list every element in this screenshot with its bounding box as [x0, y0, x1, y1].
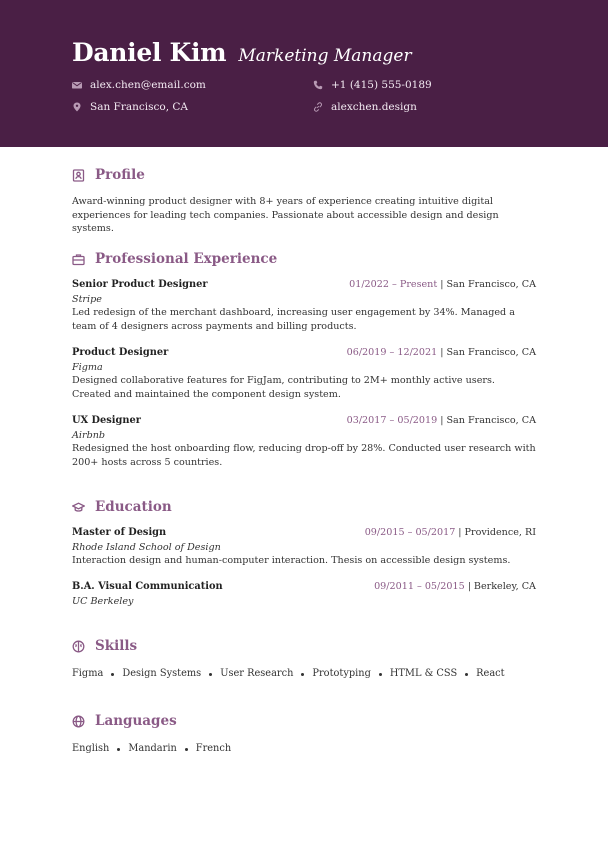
brain-icon [72, 640, 85, 653]
location-text: San Francisco, CA [90, 101, 189, 113]
resume-header [0, 0, 608, 147]
languages-section [72, 711, 536, 754]
contact-email[interactable] [72, 79, 206, 91]
education-section [72, 497, 536, 617]
link-icon [313, 102, 323, 112]
globe-icon [72, 715, 85, 728]
education-heading: Education [95, 499, 172, 515]
education-dates: 09/2015 – 05/2017 [364, 527, 456, 538]
name-row [72, 38, 536, 67]
job-role: Senior Product Designer [72, 279, 208, 290]
candidate-name: Daniel Kim [72, 38, 227, 67]
profile-heading-row [72, 165, 536, 185]
phone-text: +1 (415) 555-0189 [331, 79, 432, 91]
candidate-title: Marketing Manager [238, 46, 412, 66]
skills-section [72, 636, 536, 679]
job-location: San Francisco, CA [446, 415, 536, 426]
separator-dot [111, 673, 114, 676]
education-description: Interaction design and human-computer interaction. Thesis on accessible design systems. [72, 555, 511, 566]
language-item: English [72, 743, 110, 754]
skills-list [72, 668, 536, 679]
education-location: Providence, RI [464, 527, 536, 538]
skill-item: HTML & CSS [389, 668, 458, 679]
separator-dot [185, 748, 188, 751]
briefcase-icon [72, 253, 85, 266]
profile-summary: Award-winning product designer with 8+ years of experience creating intuitive digital experiences for leading tech companies. Passionate about accessible design and design systems. [72, 196, 499, 234]
education-location: Berkeley, CA [473, 581, 536, 592]
skill-item: React [476, 668, 505, 679]
education-entry: Master of Design 09/2015 – 05/2017 | Providence, RI Rhode Island School of Design Interaction design and human-computer interaction. Thesis on accessible design systems. [72, 527, 536, 566]
job-description: Led redesign of the merchant dashboard, increasing user engagement by 34%. Managed a team of 4 designers across payments and billing products. [72, 307, 515, 332]
degree: Master of Design [72, 527, 167, 538]
school: Rhode Island School of Design [72, 542, 221, 553]
mail-icon [72, 80, 82, 90]
languages-heading-row [72, 711, 536, 731]
job-dates: 03/2017 – 05/2019 [346, 415, 438, 426]
skills-heading-row [72, 636, 536, 656]
job-company: Stripe [72, 294, 102, 305]
job-role: UX Designer [72, 415, 141, 426]
experience-heading: Professional Experience [95, 251, 278, 267]
skill-item: Design Systems [122, 668, 202, 679]
languages-heading: Languages [95, 713, 177, 729]
job-description: Redesigned the host onboarding flow, reducing drop-off by 28%. Conducted user research with 200+ hosts across 5 countries. [72, 443, 536, 468]
contact-location [72, 101, 188, 113]
languages-list [72, 743, 536, 754]
language-item: Mandarin [128, 743, 177, 754]
profile-section [72, 165, 536, 236]
profile-heading: Profile [95, 167, 145, 183]
skill-item: Prototyping [312, 668, 371, 679]
job-company: Airbnb [72, 430, 106, 441]
skill-item: Figma [72, 668, 104, 679]
degree: B.A. Visual Communication [72, 581, 223, 592]
phone-icon [313, 80, 323, 90]
graduation-cap-icon [72, 501, 85, 514]
job-location: San Francisco, CA [446, 347, 536, 358]
contact-website[interactable] [313, 101, 417, 113]
education-dates: 09/2011 – 05/2015 [374, 581, 465, 592]
skills-heading: Skills [95, 638, 138, 654]
experience-entry: Product Designer 06/2019 – 12/2021 | San Francisco, CA Figma Designed collaborative features for FigJam, contributing to 2M+ monthly active users. Created and maintained the component design system. [72, 347, 536, 400]
separator-dot [465, 673, 468, 676]
job-company: Figma [72, 362, 103, 373]
school: UC Berkeley [72, 596, 134, 607]
job-description: Designed collaborative features for FigJam, contributing to 2M+ monthly active users. Created and maintained the component design system. [72, 375, 495, 400]
experience-heading-row [72, 249, 536, 269]
education-entry: B.A. Visual Communication 09/2011 – 05/2015 | Berkeley, CA UC Berkeley [72, 581, 536, 607]
education-heading-row [72, 497, 536, 517]
email-text: alex.chen@email.com [90, 79, 206, 91]
language-item: French [195, 743, 232, 754]
location-pin-icon [72, 102, 82, 112]
separator-dot [117, 748, 120, 751]
separator-dot [301, 673, 304, 676]
job-dates: 01/2022 – Present [349, 279, 438, 290]
website-text: alexchen.design [331, 101, 417, 113]
separator-dot [209, 673, 212, 676]
experience-section [72, 249, 536, 479]
separator-dot [379, 673, 382, 676]
experience-entry: UX Designer 03/2017 – 05/2019 | San Francisco, CA Airbnb Redesigned the host onboarding flow, reducing drop-off by 28%. Conducted user research with 200+ hosts across 5 countries. [72, 415, 536, 468]
skill-item: User Research [220, 668, 294, 679]
job-role: Product Designer [72, 347, 169, 358]
contact-phone[interactable] [313, 79, 432, 91]
job-dates: 06/2019 – 12/2021 [346, 347, 438, 358]
profile-icon [72, 169, 85, 182]
job-location: San Francisco, CA [446, 279, 536, 290]
experience-entry: Senior Product Designer 01/2022 – Present | San Francisco, CA Stripe Led redesign of the merchant dashboard, increasing user engagement by 34%. Managed a team of 4 designers across payments and billing products. [72, 279, 536, 332]
